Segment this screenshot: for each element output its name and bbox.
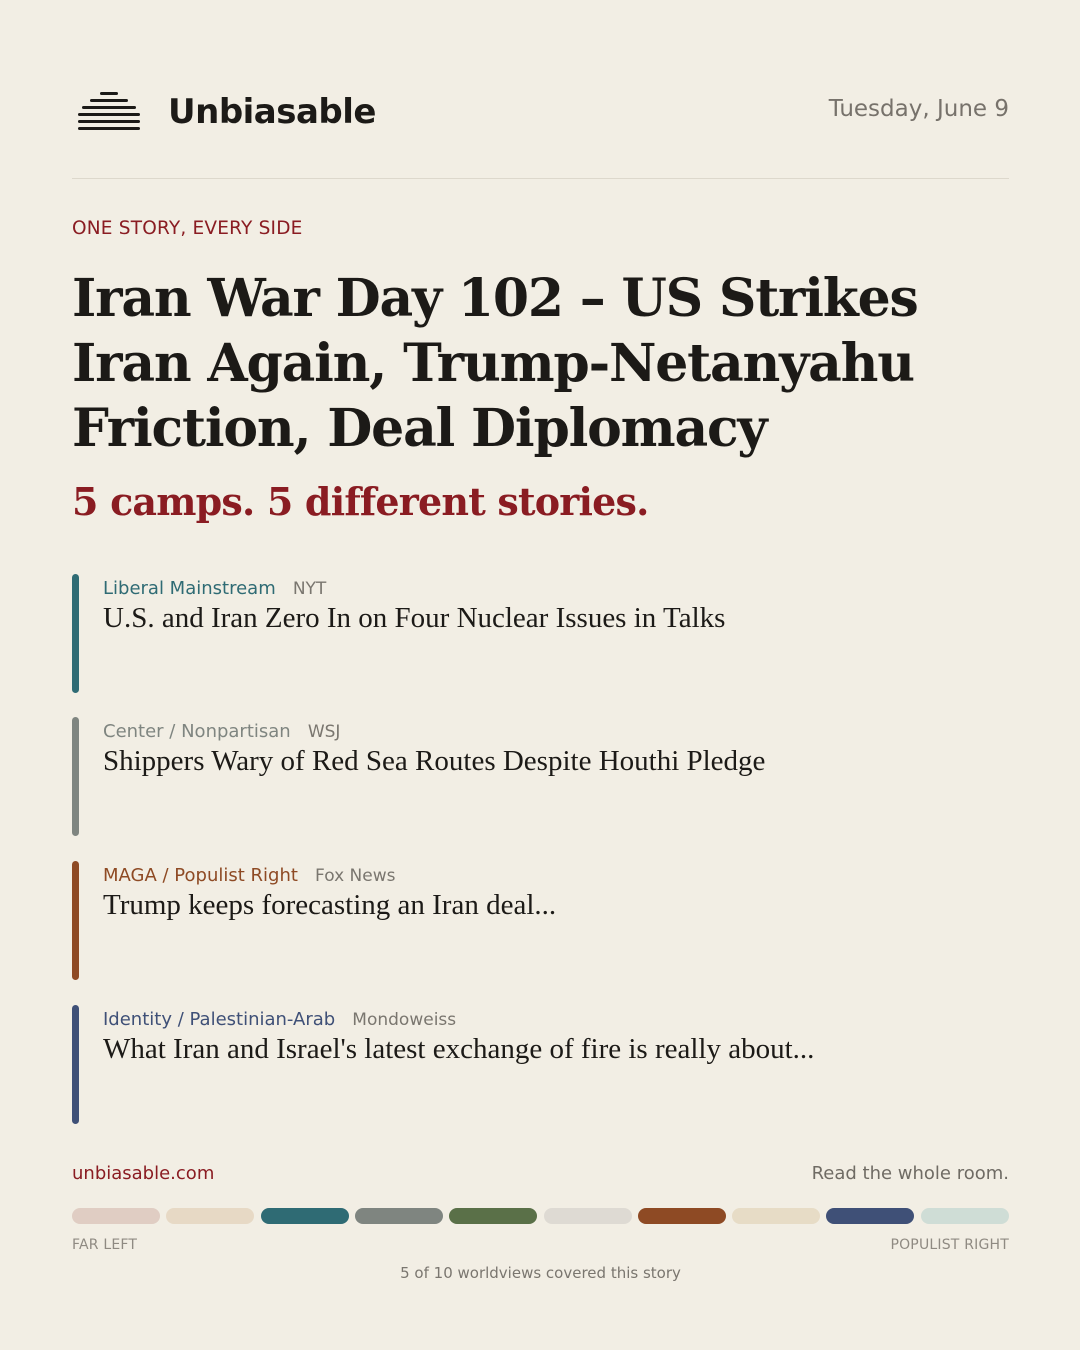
site-link[interactable]: unbiasable.com (72, 1163, 215, 1184)
story-meta (103, 720, 340, 744)
camp-color-bar (72, 717, 79, 836)
issue-date: Tuesday, June 9 (828, 96, 1009, 122)
coverage-note: 5 of 10 worldviews covered this story (400, 1264, 681, 1282)
header-divider (72, 178, 1009, 179)
source-label: Fox News (315, 866, 396, 886)
kicker: ONE STORY, EVERY SIDE (72, 218, 303, 239)
spectrum-segment (921, 1208, 1009, 1224)
spectrum-segment (166, 1208, 254, 1224)
spectrum-segment (355, 1208, 443, 1224)
story-item[interactable] (72, 861, 1009, 980)
spectrum-segment (732, 1208, 820, 1224)
story-item[interactable] (72, 1005, 1009, 1124)
story-item[interactable] (72, 717, 1009, 836)
camp-color-bar (72, 861, 79, 980)
story-meta (103, 1008, 456, 1032)
camp-color-bar (72, 574, 79, 693)
camp-label: Liberal Mainstream (103, 578, 276, 599)
source-label: NYT (292, 579, 327, 599)
camp-color-bar (72, 1005, 79, 1124)
stacked-lines-dome-icon (78, 90, 140, 134)
subheadline: 5 camps. 5 different stories. (72, 479, 649, 524)
spectrum-segment (638, 1208, 726, 1224)
story-title[interactable]: U.S. and Iran Zero In on Four Nuclear Issues in Talks (103, 602, 726, 634)
story-item[interactable] (72, 574, 1009, 693)
spectrum-segment (544, 1208, 632, 1224)
story-title[interactable]: Trump keeps forecasting an Iran deal... (103, 889, 557, 921)
brand-name: Unbiasable (168, 92, 376, 132)
story-meta (103, 577, 326, 601)
spectrum-segment (449, 1208, 537, 1224)
source-label: Mondoweiss (352, 1010, 457, 1030)
story-title[interactable]: Shippers Wary of Red Sea Routes Despite Houthi Pledge (103, 745, 766, 777)
story-title[interactable]: What Iran and Israel's latest exchange of fire is really about... (103, 1033, 815, 1065)
spectrum-segment (72, 1208, 160, 1224)
camp-label: MAGA / Populist Right (103, 865, 298, 886)
tagline: Read the whole room. (811, 1163, 1009, 1184)
spectrum-left-label: FAR LEFT (72, 1237, 138, 1253)
header (72, 82, 1009, 146)
spectrum-right-label: POPULIST RIGHT (890, 1237, 1009, 1253)
story-meta (103, 864, 395, 888)
spectrum-segment (261, 1208, 349, 1224)
source-label: WSJ (307, 722, 341, 742)
camp-label: Identity / Palestinian-Arab (103, 1009, 336, 1030)
worldview-spectrum (72, 1208, 1009, 1224)
headline: Iran War Day 102 – US Strikes Iran Again, Trump-Netanyahu Friction, Deal Diplomacy (72, 268, 918, 459)
spectrum-segment (826, 1208, 914, 1224)
story-card (72, 0, 1009, 1350)
camp-label: Center / Nonpartisan (103, 721, 291, 742)
